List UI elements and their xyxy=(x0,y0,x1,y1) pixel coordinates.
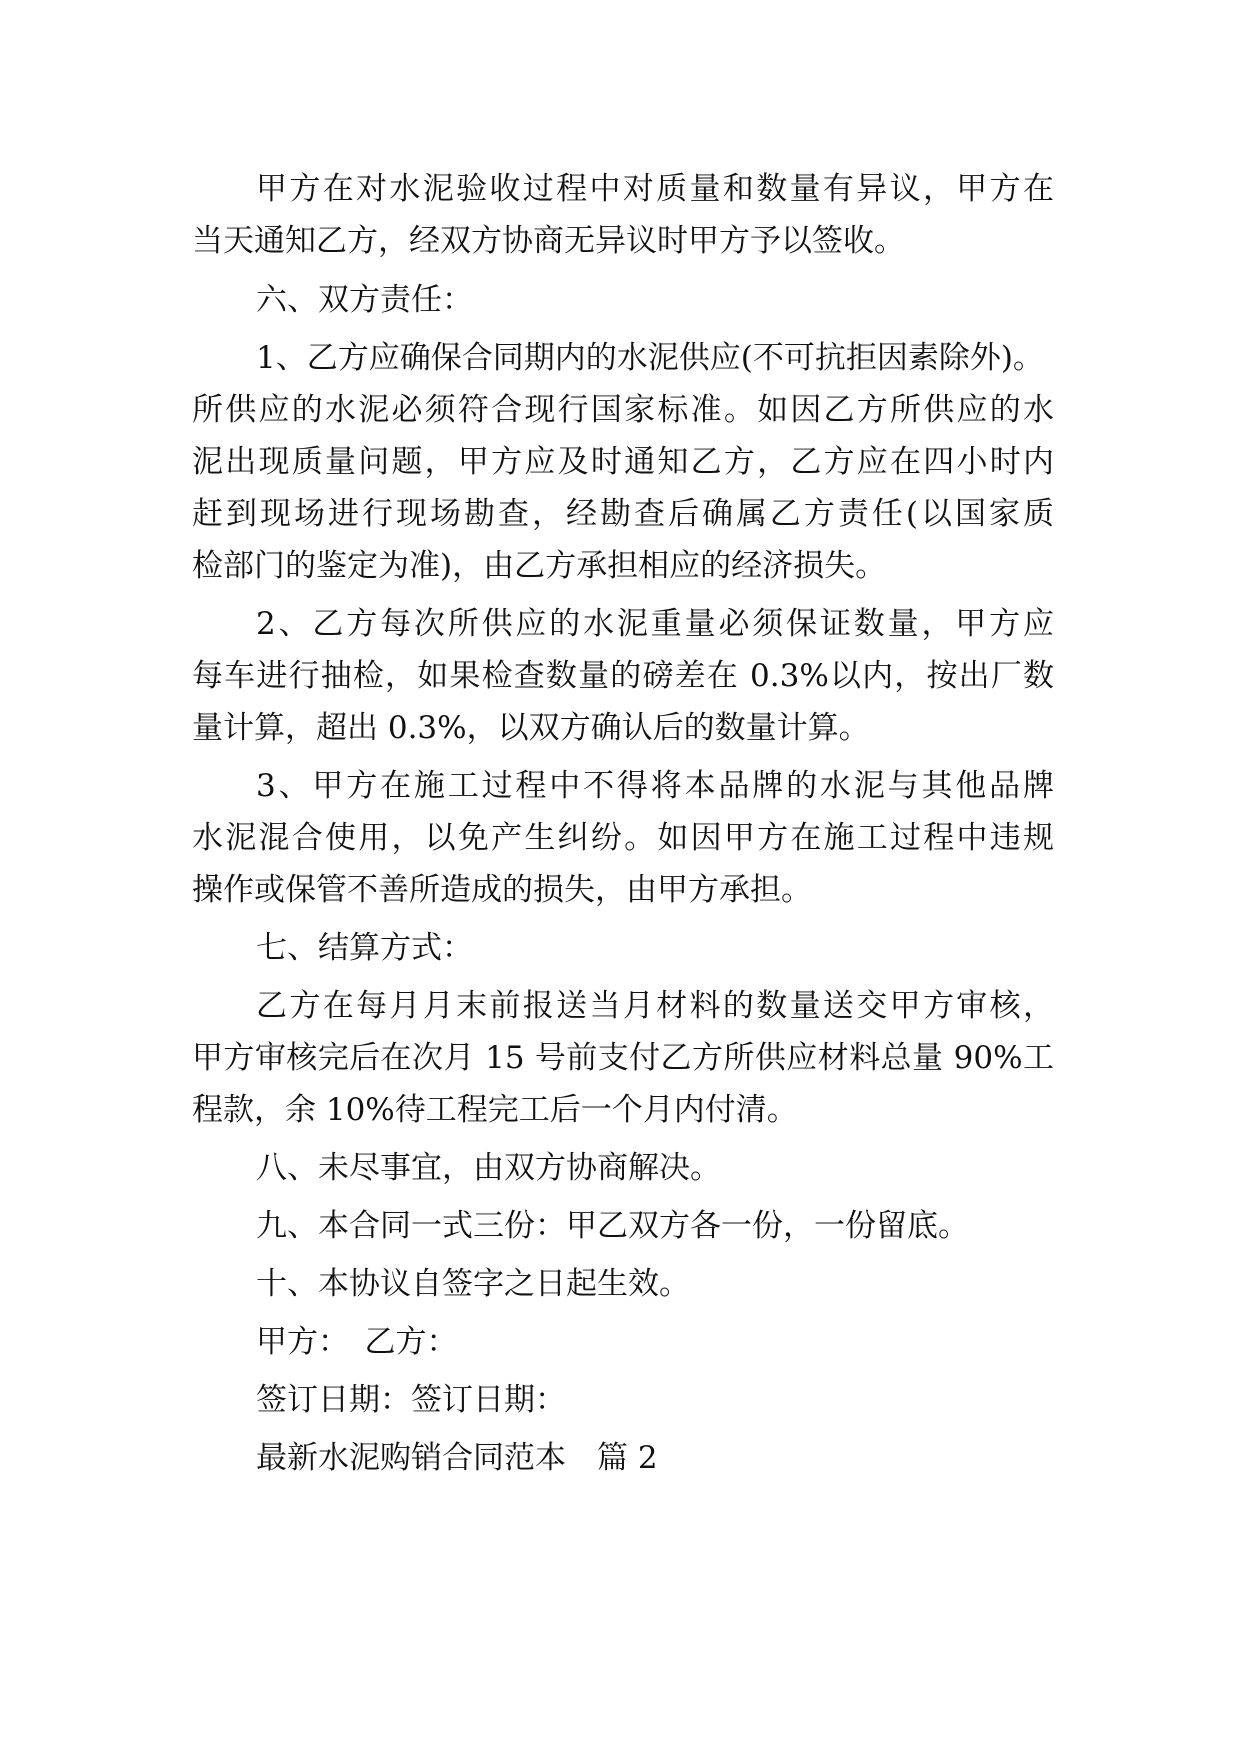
clause-1-line-2: 所供应的水泥必须符合现行国家标准。如因乙方所供应的水 xyxy=(192,392,1054,428)
clause-1-line-5: 检部门的鉴定为准)，由乙方承担相应的经济损失。 xyxy=(192,548,887,584)
clause-1-line-1: 1、乙方应确保合同期内的水泥供应(不可抗拒因素除外)。 xyxy=(256,340,1044,376)
section-heading-responsibilities: 六、双方责任： xyxy=(256,282,473,318)
section-9: 九、本合同一式三份：甲乙双方各一份，一份留底。 xyxy=(256,1208,969,1244)
clause-1-line-3: 泥出现质量问题，甲方应及时通知乙方，乙方应在四小时内 xyxy=(192,444,1054,480)
settlement-line-3: 程款，余 10%待工程完工后一个月内付清。 xyxy=(192,1092,798,1128)
section-10: 十、本协议自签字之日起生效。 xyxy=(256,1266,690,1302)
clause-3-line-2: 水泥混合使用，以免产生纠纷。如因甲方在施工过程中违规 xyxy=(192,820,1054,856)
clause-3-line-3: 操作或保管不善所造成的损失，由甲方承担。 xyxy=(192,872,812,908)
next-contract-title: 最新水泥购销合同范本 篇 2 xyxy=(256,1440,658,1476)
clause-3-line-1: 3、甲方在施工过程中不得将本品牌的水泥与其他品牌 xyxy=(256,768,1054,804)
party-signatures: 甲方： 乙方： xyxy=(256,1324,458,1360)
signing-dates: 签订日期：签订日期： xyxy=(256,1382,566,1418)
settlement-line-1: 乙方在每月月末前报送当月材料的数量送交甲方审核， xyxy=(256,988,1054,1024)
clause-1-line-4: 赶到现场进行现场勘查，经勘查后确属乙方责任(以国家质 xyxy=(192,496,1054,532)
section-heading-settlement: 七、结算方式： xyxy=(256,930,473,966)
settlement-line-2: 甲方审核完后在次月 15 号前支付乙方所供应材料总量 90%工 xyxy=(192,1040,1054,1076)
clause-2-line-3: 量计算，超出 0.3%，以双方确认后的数量计算。 xyxy=(192,710,870,746)
section-8: 八、未尽事宜，由双方协商解决。 xyxy=(256,1150,721,1186)
paragraph-line-2: 当天通知乙方，经双方协商无异议时甲方予以签收。 xyxy=(192,223,905,259)
paragraph-line-1: 甲方在对水泥验收过程中对质量和数量有异议，甲方在 xyxy=(256,171,1054,207)
clause-2-line-1: 2、乙方每次所供应的水泥重量必须保证数量，甲方应 xyxy=(256,606,1054,642)
clause-2-line-2: 每车进行抽检，如果检查数量的磅差在 0.3%以内，按出厂数 xyxy=(192,658,1054,694)
